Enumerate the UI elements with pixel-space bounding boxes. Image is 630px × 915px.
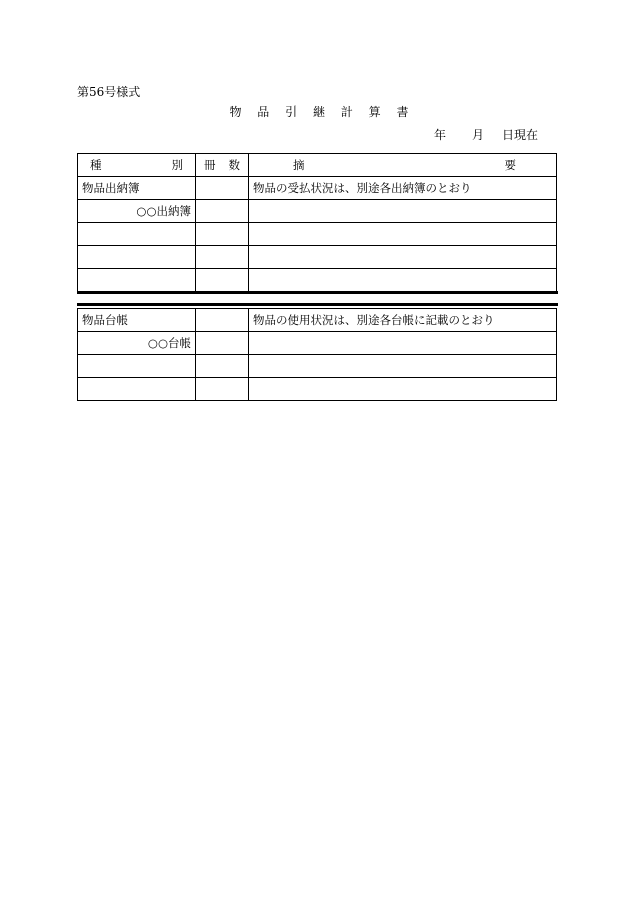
cell-category[interactable]	[78, 378, 196, 401]
cell-summary[interactable]	[249, 200, 557, 223]
cell-volumes[interactable]	[196, 355, 249, 378]
header-summary-right: 要	[504, 158, 516, 172]
header-summary-left: 摘	[293, 158, 305, 172]
date-day-label: 日現在	[501, 128, 538, 142]
cell-summary[interactable]	[249, 269, 557, 292]
cell-volumes[interactable]	[196, 200, 249, 223]
table-row	[78, 223, 557, 246]
table-row	[78, 355, 557, 378]
cell-category[interactable]: 物品出納簿	[78, 177, 196, 200]
cell-volumes[interactable]	[196, 378, 249, 401]
title-char: 書	[396, 105, 409, 119]
table-header-row	[78, 154, 557, 177]
table-row	[78, 269, 557, 292]
cell-category[interactable]: ○○出納簿	[78, 200, 196, 223]
header-volumes-left: 冊	[204, 158, 216, 172]
date-line	[434, 127, 538, 143]
cell-category[interactable]	[78, 246, 196, 269]
table-row	[78, 332, 557, 355]
header-category-right: 別	[171, 158, 183, 172]
cell-category[interactable]	[78, 223, 196, 246]
title-char: 計	[340, 105, 353, 119]
date-year-label: 年	[433, 128, 446, 142]
header-category	[78, 154, 196, 177]
table-row	[78, 200, 557, 223]
cell-volumes[interactable]	[196, 309, 249, 332]
title-char: 品	[257, 105, 270, 119]
section-divider-bottom	[77, 303, 558, 306]
cell-category[interactable]	[78, 269, 196, 292]
document-title	[0, 104, 630, 120]
cell-category[interactable]: ○○台帳	[78, 332, 196, 355]
title-char: 算	[368, 105, 381, 119]
ledger-table-bottom	[77, 308, 557, 401]
form-number: 第56号様式	[77, 85, 141, 99]
cell-summary[interactable]: 物品の受払状況は、別途各出納簿のとおり	[249, 177, 557, 200]
section-divider-top	[77, 291, 558, 294]
cell-summary[interactable]	[249, 378, 557, 401]
ledger-table-top	[77, 153, 557, 292]
title-char: 継	[312, 105, 325, 119]
header-volumes-right: 数	[228, 158, 240, 172]
cell-summary[interactable]	[249, 332, 557, 355]
cell-volumes[interactable]	[196, 269, 249, 292]
header-summary	[249, 154, 557, 177]
table-row	[78, 309, 557, 332]
date-month-label: 月	[471, 128, 484, 142]
title-char: 引	[285, 105, 298, 119]
header-volumes	[196, 154, 249, 177]
header-category-left: 種	[90, 158, 102, 172]
table-row	[78, 246, 557, 269]
cell-summary[interactable]	[249, 355, 557, 378]
cell-summary[interactable]	[249, 223, 557, 246]
cell-category[interactable]	[78, 355, 196, 378]
table-row	[78, 177, 557, 200]
cell-category[interactable]: 物品台帳	[78, 309, 196, 332]
table-row	[78, 378, 557, 401]
title-char: 物	[229, 105, 242, 119]
cell-volumes[interactable]	[196, 223, 249, 246]
cell-volumes[interactable]	[196, 332, 249, 355]
cell-summary[interactable]: 物品の使用状況は、別途各台帳に記載のとおり	[249, 309, 557, 332]
cell-volumes[interactable]	[196, 177, 249, 200]
cell-volumes[interactable]	[196, 246, 249, 269]
cell-summary[interactable]	[249, 246, 557, 269]
